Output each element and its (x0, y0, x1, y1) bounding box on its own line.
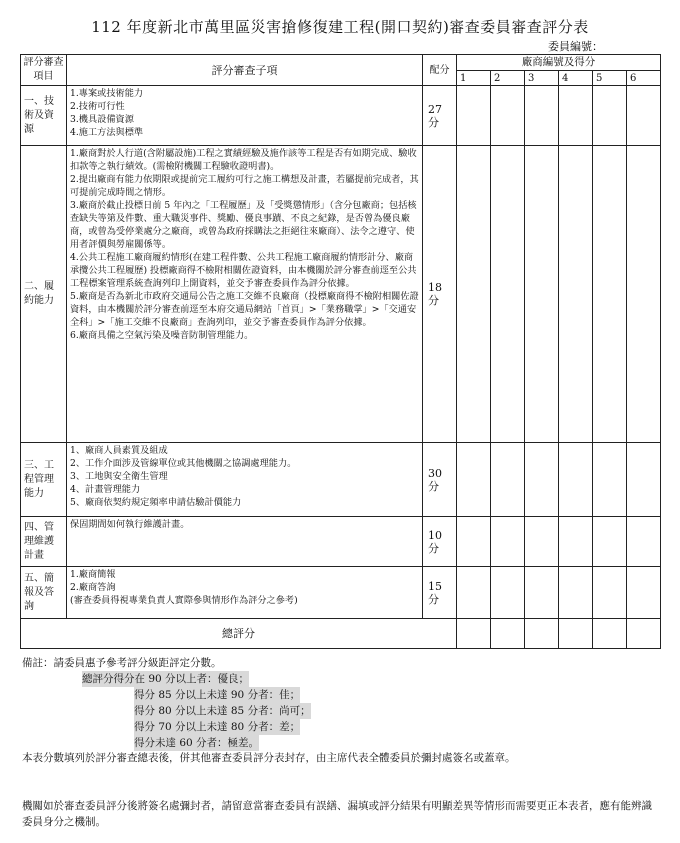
total-score-cell[interactable] (593, 619, 627, 649)
grade-line: 得分 80 分以上未達 85 分者：尚可； (134, 705, 311, 717)
score-cell[interactable] (593, 567, 627, 619)
sub-item: 3、工地與安全衛生管理 (70, 471, 168, 482)
table-row (21, 86, 661, 146)
sub-item: 6.廠商具備之空氣污染及噪音防制管理能力。 (70, 330, 254, 341)
points-cell: 10 分 (423, 517, 457, 567)
sub-items-cell (67, 443, 423, 517)
total-score-cell[interactable] (457, 619, 491, 649)
score-table (20, 54, 661, 649)
grade-line: 得分 70 分以上未達 80 分者：差； (134, 721, 301, 733)
header-row-top (21, 55, 661, 71)
points-cell: 15 分 (423, 567, 457, 619)
vendor-number: 5 (593, 71, 627, 86)
score-cell[interactable] (593, 443, 627, 517)
sub-item: 保固期間如何執行維護計畫。 (70, 519, 190, 530)
score-cell[interactable] (525, 517, 559, 567)
vendor-number: 6 (627, 71, 661, 86)
sub-item: 3.廠商於截止投標日前 5 年內之「工程履歷」及「受獎懲情形」（含分包廠商；包括核查缺失等第及件數、重大職災事件、獎勵、優良事蹟、不良之紀錄，是否曾為優良廠商，或曾為受停業處分之廠商，或曾為政府採購法之拒絕往來廠商）、法令之遵守、使用者評價與勞雇關係等。 (70, 200, 417, 250)
sub-item: 2.提出廠商有能力依期限或提前完工履約可行之施工構想及計畫，若屬提前完成者，其可提前完成時間之情形。 (70, 174, 419, 198)
total-score-cell[interactable] (525, 619, 559, 649)
sub-items-cell (67, 146, 423, 443)
vendor-number: 4 (559, 71, 593, 86)
score-cell[interactable] (559, 567, 593, 619)
score-cell[interactable] (525, 146, 559, 443)
header-category: 評分審查項目 (21, 55, 67, 86)
sub-item: (審查委員得視專業負責人實際參與情形作為評分之參考) (70, 595, 298, 606)
score-cell[interactable] (457, 443, 491, 517)
score-cell[interactable] (525, 443, 559, 517)
sub-items-cell (67, 517, 423, 567)
vendor-number: 1 (457, 71, 491, 86)
grade-line: 總評分得分在 90 分以上者：優良； (82, 673, 250, 685)
score-cell[interactable] (593, 517, 627, 567)
score-cell[interactable] (627, 567, 661, 619)
score-cell[interactable] (457, 146, 491, 443)
member-number-label: 委員編號： (548, 40, 603, 53)
score-cell[interactable] (491, 443, 525, 517)
sub-item: 3.機具設備資源 (70, 114, 134, 125)
score-cell[interactable] (525, 86, 559, 146)
sub-items-cell (67, 86, 423, 146)
category-cell: 五、簡報及答詢 (21, 567, 67, 619)
grade-line: 得分未達 60 分者：極差。 (134, 737, 260, 749)
notes-lead: 備註：請委員惠予參考評分級距評定分數。 (22, 657, 222, 669)
table-row (21, 567, 661, 619)
total-score-cell[interactable] (559, 619, 593, 649)
sub-item: 1、廠商人員素質及組成 (70, 445, 168, 456)
score-cell[interactable] (491, 146, 525, 443)
score-cell[interactable] (593, 146, 627, 443)
score-cell[interactable] (491, 517, 525, 567)
score-cell[interactable] (627, 517, 661, 567)
sub-items-cell (67, 567, 423, 619)
score-cell[interactable] (627, 146, 661, 443)
sub-item: 2、工作介面涉及管線單位或其他機關之協調處理能力。 (70, 458, 297, 469)
score-cell[interactable] (593, 86, 627, 146)
sub-item: 1.廠商簡報 (70, 569, 116, 580)
score-cell[interactable] (525, 567, 559, 619)
score-cell[interactable] (559, 443, 593, 517)
points-cell: 27 分 (423, 86, 457, 146)
sub-item: 4.施工方法與標準 (70, 127, 144, 138)
sub-item: 4.公共工程施工廠商履約情形(在建工程件數、公共工程施工廠商履約情形計分、廠商承攬公共工程履歷) 投標廠商得不檢附相關佐證資料，由本機關於評分審查前逕至公共工程標案管理系統查詢列印上開資料，並交予審查委員作為評分依據。 (70, 252, 417, 289)
notes-section (22, 655, 662, 751)
total-score-cell[interactable] (627, 619, 661, 649)
vendor-number: 2 (491, 71, 525, 86)
score-cell[interactable] (627, 86, 661, 146)
header-sub-item: 評分審查子項 (67, 55, 423, 86)
header-points: 配分 (423, 55, 457, 86)
sub-item: 4、計畫管理能力 (70, 484, 141, 495)
note-paragraph: 機關如於審查委員評分後將簽名處彌封者，請留意當審查委員有誤繕、漏填或評分結果有明顯差異等情形而需要更正本表者，應有能辨識委員身分之機制。 (22, 800, 652, 828)
score-cell[interactable] (491, 86, 525, 146)
score-cell[interactable] (457, 517, 491, 567)
category-cell: 二、履約能力 (21, 146, 67, 443)
header-vendors: 廠商編號及得分 (457, 55, 661, 71)
grade-line: 得分 85 分以上未達 90 分者：佳； (134, 689, 301, 701)
note-paragraph: 本表分數填列於評分審查總表後，併其他審查委員評分表封存，由主席代表全體委員於彌封處簽名或蓋章。 (22, 752, 516, 764)
category-cell: 三、工程管理能力 (21, 443, 67, 517)
total-label: 總評分 (21, 619, 457, 649)
score-cell[interactable] (491, 567, 525, 619)
sub-item: 1.廠商對於人行道(含附屬設施)工程之實績經驗及施作該等工程是否有如期完成、驗收扣款等之執行績效。(需檢附機關工程驗收證明書)。 (70, 148, 417, 172)
sub-item: 2.廠商答詢 (70, 582, 116, 593)
sub-item: 2.技術可行性 (70, 101, 125, 112)
score-cell[interactable] (559, 517, 593, 567)
sub-item: 5、廠商依契約規定頻率申請估驗計價能力 (70, 497, 242, 508)
score-cell[interactable] (559, 86, 593, 146)
table-row (21, 146, 661, 443)
total-row (21, 619, 661, 649)
points-cell: 18 分 (423, 146, 457, 443)
table-row (21, 443, 661, 517)
sub-item: 1.專案或技術能力 (70, 88, 144, 99)
score-cell[interactable] (627, 443, 661, 517)
points-cell: 30 分 (423, 443, 457, 517)
form-title: 112 年度新北市萬里區災害搶修復建工程(開口契約)審查委員審查評分表 (91, 18, 589, 36)
table-row (21, 517, 661, 567)
category-cell: 四、管理維護計畫 (21, 517, 67, 567)
category-cell: 一、技術及資源 (21, 86, 67, 146)
score-cell[interactable] (457, 86, 491, 146)
sub-item: 5.廠商是否為新北市政府交通局公告之施工交維不良廠商（投標廠商得不檢附相關佐證資料，由本機關於評分審查前逕至本府交通局網站「首頁」>「業務職掌」>「交通安全科」>「施工交維不良廠商」查詢列印，並交予審查委員作為評分依據。 (70, 291, 419, 328)
total-score-cell[interactable] (491, 619, 525, 649)
vendor-number: 3 (525, 71, 559, 86)
score-cell[interactable] (559, 146, 593, 443)
score-cell[interactable] (457, 567, 491, 619)
